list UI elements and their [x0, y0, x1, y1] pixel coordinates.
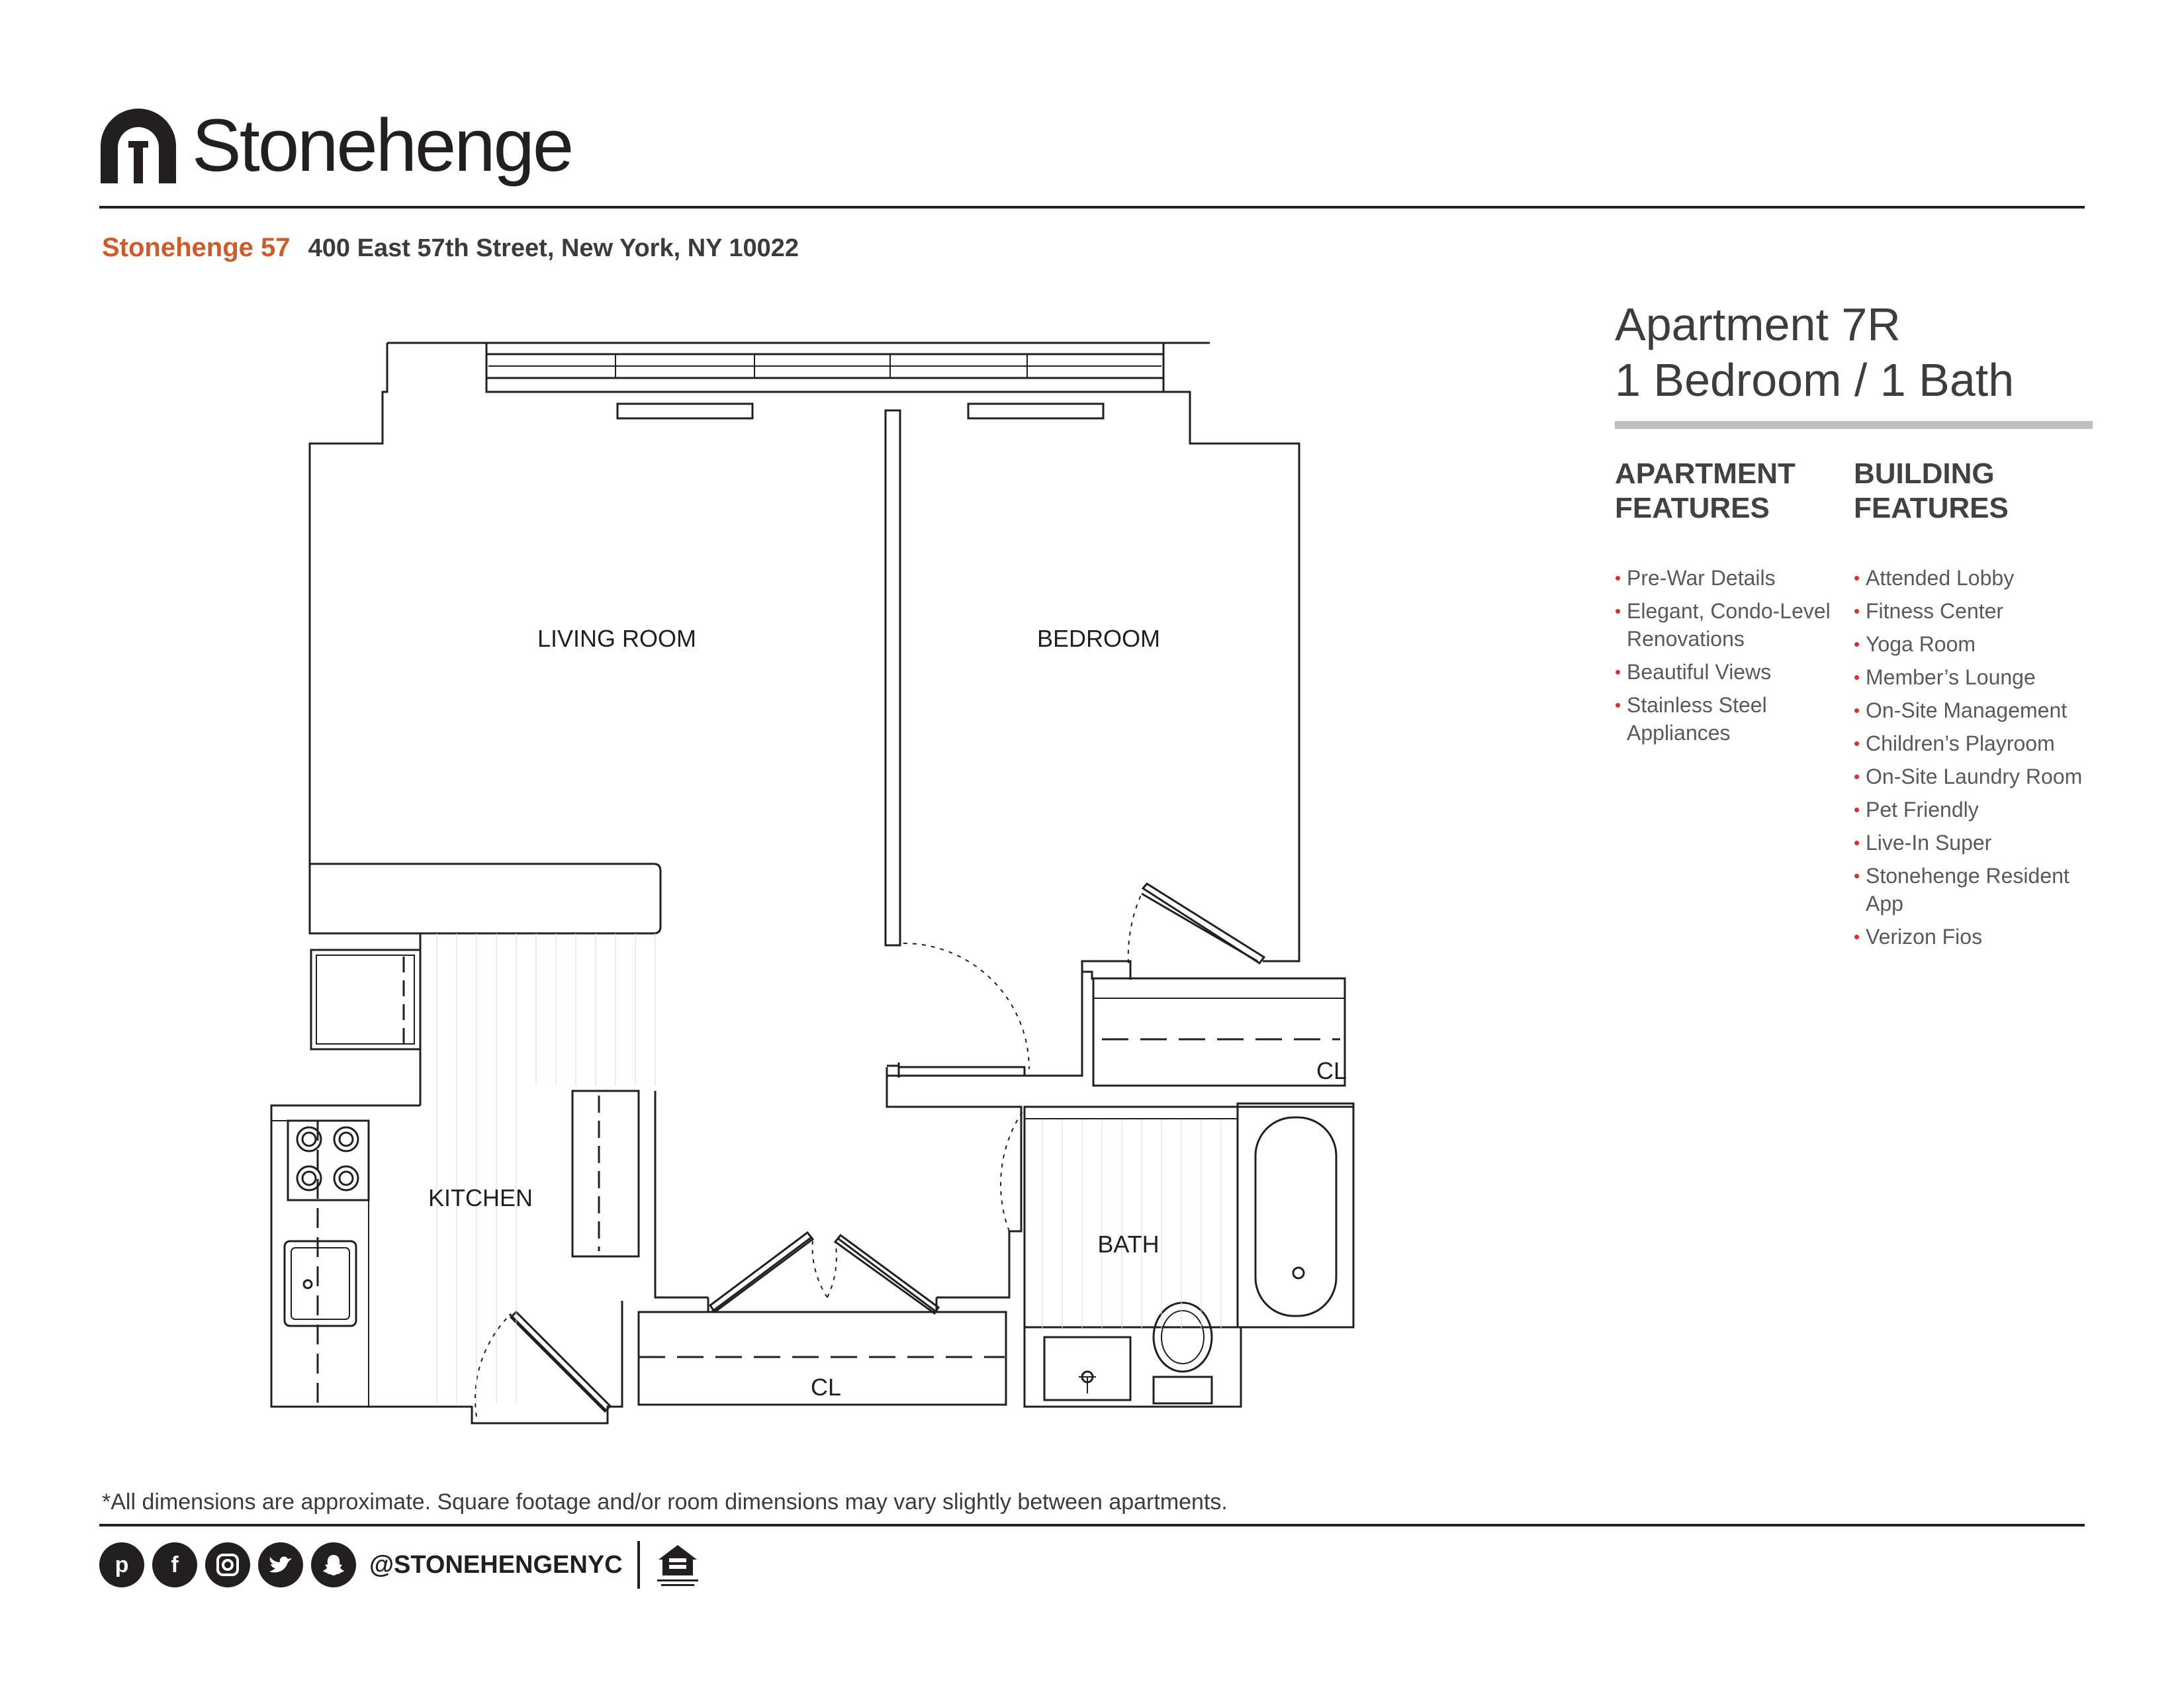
list-item: • Children’s Playroom: [1854, 729, 2092, 757]
room-label-living-room: LIVING ROOM: [537, 625, 697, 652]
equal-housing-opportunity-icon: [655, 1541, 701, 1589]
facebook-icon[interactable]: f: [152, 1542, 197, 1587]
apartment-features-heading-line2: FEATURES: [1615, 492, 1770, 524]
brand-logo: [99, 99, 572, 192]
disclaimer: *All dimensions are approximate. Square footage and/or room dimensions may vary slightly between apartments.: [102, 1489, 1228, 1515]
building-features-heading-line1: BUILDING: [1854, 457, 1995, 490]
building-features-list: [1854, 564, 2092, 956]
list-item: • Verizon Fios: [1854, 923, 2092, 951]
apartment-features-list: [1615, 564, 1846, 752]
pinterest-icon[interactable]: p: [99, 1542, 144, 1587]
list-item: • Yoga Room: [1854, 630, 2092, 658]
apartment-features-heading: [1615, 457, 1796, 526]
building-features-heading-line2: FEATURES: [1854, 492, 2009, 524]
list-item: • Member’s Lounge: [1854, 663, 2092, 691]
apartment-layout: 1 Bedroom / 1 Bath: [1615, 354, 2015, 406]
social-bar: [99, 1541, 701, 1589]
list-item: • Elegant, Condo-Level Renovations: [1615, 597, 1846, 653]
stonehenge-logo-icon: [99, 107, 177, 185]
room-label-hall-closet: CL: [810, 1374, 842, 1401]
footer-separator: [637, 1541, 640, 1589]
header-divider: [99, 206, 2085, 209]
room-label-bath: BATH: [1097, 1231, 1160, 1258]
room-label-kitchen: KITCHEN: [428, 1184, 533, 1211]
brand-name: Stonehenge: [192, 104, 572, 187]
list-item: • Live-In Super: [1854, 829, 2092, 857]
list-item: • Attended Lobby: [1854, 564, 2092, 592]
footer-divider: [99, 1524, 2085, 1526]
list-item: • Pet Friendly: [1854, 796, 2092, 823]
list-item: • Pre-War Details: [1615, 564, 1846, 592]
instagram-icon[interactable]: [205, 1542, 250, 1587]
building-address: 400 East 57th Street, New York, NY 10022: [308, 234, 799, 262]
twitter-icon[interactable]: [258, 1542, 303, 1587]
list-item: • On-Site Management: [1854, 696, 2092, 724]
apartment-heading: [1615, 297, 2014, 408]
list-item: • Stonehenge Resident App: [1854, 862, 2092, 917]
building-features-heading: [1854, 457, 2009, 526]
list-item: • Beautiful Views: [1615, 658, 1846, 686]
snapchat-icon[interactable]: [311, 1542, 356, 1587]
social-handle[interactable]: @STONEHENGENYC: [369, 1550, 623, 1579]
apartment-title: Apartment 7R: [1615, 299, 1901, 350]
title-underline: [1615, 421, 2093, 429]
apartment-features-heading-line1: APARTMENT: [1615, 457, 1796, 490]
list-item: • Stainless Steel Appliances: [1615, 691, 1846, 747]
list-item: • On-Site Laundry Room: [1854, 763, 2092, 790]
room-label-bedroom-closet: CL: [1316, 1057, 1347, 1084]
building-name: Stonehenge 57: [102, 233, 291, 262]
room-label-bedroom: BEDROOM: [1036, 625, 1161, 652]
property-line: [102, 233, 799, 263]
list-item: • Fitness Center: [1854, 597, 2092, 625]
